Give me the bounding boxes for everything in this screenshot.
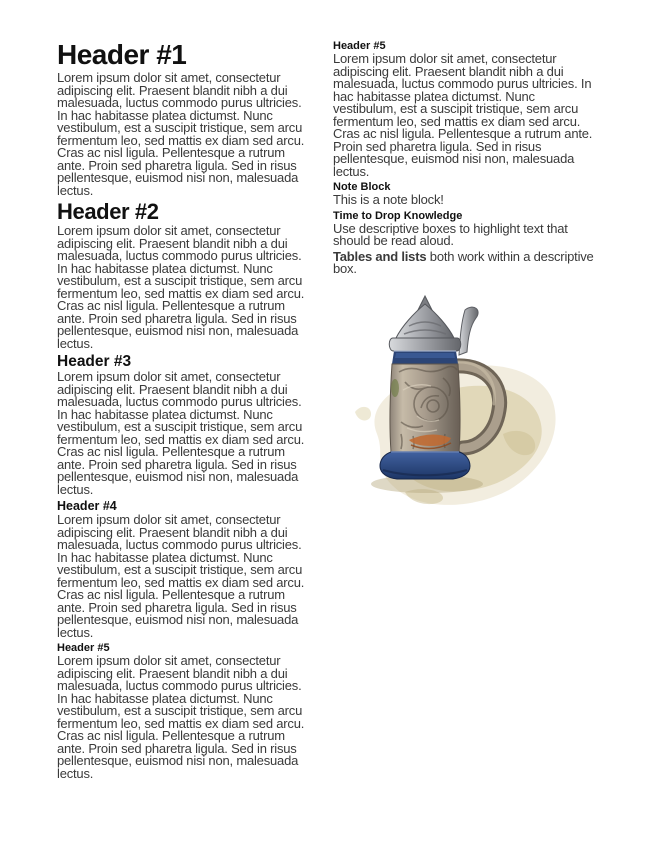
section-header-5-right	[333, 40, 601, 178]
section-header-5	[57, 642, 313, 780]
body-paragraph: Lorem ipsum dolor sit amet, consectetur adipiscing elit. Praesent blandit nibh a dui malesuada, luctus commodo purus ultricies. In hac habitasse platea dictumst. Nunc vestibulum, est a suscipit tristique, sem arcu fermentum leo, sed mattis ex diam sed arcu. Cras ac nisl ligula. Pellentesque a rutrum ante. Proin sed pharetra ligula. Sed in risus pellentesque, euismod nisi non, malesuada lectus.	[57, 653, 305, 781]
note-block-text: This is a note block!	[333, 192, 444, 207]
stein-thumb-lever	[459, 307, 478, 355]
heading-5: Header #5	[333, 40, 386, 52]
heading-1: Header #1	[57, 39, 187, 70]
section-header-1	[57, 40, 313, 197]
section-header-2	[57, 200, 313, 350]
body-paragraph: Lorem ipsum dolor sit amet, consectetur adipiscing elit. Praesent blandit nibh a dui malesuada, luctus commodo purus ultricies. In hac habitasse platea dictumst. Nunc vestibulum, est a suscipit tristique, sem arcu fermentum leo, sed mattis ex diam sed arcu. Cras ac nisl ligula. Pellentesque a rutrum ante. Proin sed pharetra ligula. Sed in risus pellentesque, euismod nisi non, malesuada lectus.	[57, 70, 305, 198]
stein-body	[390, 364, 460, 452]
stein-base	[380, 452, 470, 479]
heading-2: Header #2	[57, 199, 159, 224]
tables-note-rest: both work within a descriptive box.	[333, 248, 594, 276]
section-header-3	[57, 353, 313, 496]
heading-5: Header #5	[57, 642, 110, 654]
body-paragraph: Lorem ipsum dolor sit amet, consectetur adipiscing elit. Praesent blandit nibh a dui malesuada, luctus commodo purus ultricies. In hac habitasse platea dictumst. Nunc vestibulum, est a suscipit tristique, sem arcu fermentum leo, sed mattis ex diam sed arcu. Cras ac nisl ligula. Pellentesque a rutrum ante. Proin sed pharetra ligula. Sed in risus pellentesque, euismod nisi non, malesuada lectus.	[57, 369, 305, 497]
tables-note	[333, 248, 601, 276]
body-paragraph: Lorem ipsum dolor sit amet, consectetur adipiscing elit. Praesent blandit nibh a dui malesuada, luctus commodo purus ultricies. In hac habitasse platea dictumst. Nunc vestibulum, est a suscipit tristique, sem arcu fermentum leo, sed mattis ex diam sed arcu. Cras ac nisl ligula. Pellentesque a rutrum ante. Proin sed pharetra ligula. Sed in risus pellentesque, euismod nisi non, malesuada lectus.	[333, 51, 593, 179]
stein-lid-rim	[389, 338, 461, 351]
left-column	[57, 40, 313, 783]
stein-lid	[396, 296, 454, 338]
heading-3: Header #3	[57, 353, 132, 370]
tables-note-bold: Tables and lists	[333, 248, 427, 264]
body-paragraph: Lorem ipsum dolor sit amet, consectetur adipiscing elit. Praesent blandit nibh a dui malesuada, luctus commodo purus ultricies. In hac habitasse platea dictumst. Nunc vestibulum, est a suscipit tristique, sem arcu fermentum leo, sed mattis ex diam sed arcu. Cras ac nisl ligula. Pellentesque a rutrum ante. Proin sed pharetra ligula. Sed in risus pellentesque, euismod nisi non, malesuada lectus.	[57, 223, 305, 351]
right-column	[333, 40, 601, 519]
body-paragraph: Lorem ipsum dolor sit amet, consectetur adipiscing elit. Praesent blandit nibh a dui malesuada, luctus commodo purus ultricies. In hac habitasse platea dictumst. Nunc vestibulum, est a suscipit tristique, sem arcu fermentum leo, sed mattis ex diam sed arcu. Cras ac nisl ligula. Pellentesque a rutrum ante. Proin sed pharetra ligula. Sed in risus pellentesque, euismod nisi non, malesuada lectus.	[57, 512, 305, 640]
stein-neck-band	[392, 351, 458, 364]
section-header-4	[57, 499, 313, 639]
note-block-title: Note Block	[333, 181, 391, 193]
beer-stein-illustration	[347, 294, 567, 519]
knowledge-block-title: Time to Drop Knowledge	[333, 209, 463, 222]
heading-4: Header #4	[57, 499, 117, 513]
knowledge-block-text: Use descriptive boxes to highlight text that should be read aloud.	[333, 220, 568, 248]
beer-stein-svg	[347, 294, 567, 519]
stein-green-accent	[391, 379, 399, 397]
